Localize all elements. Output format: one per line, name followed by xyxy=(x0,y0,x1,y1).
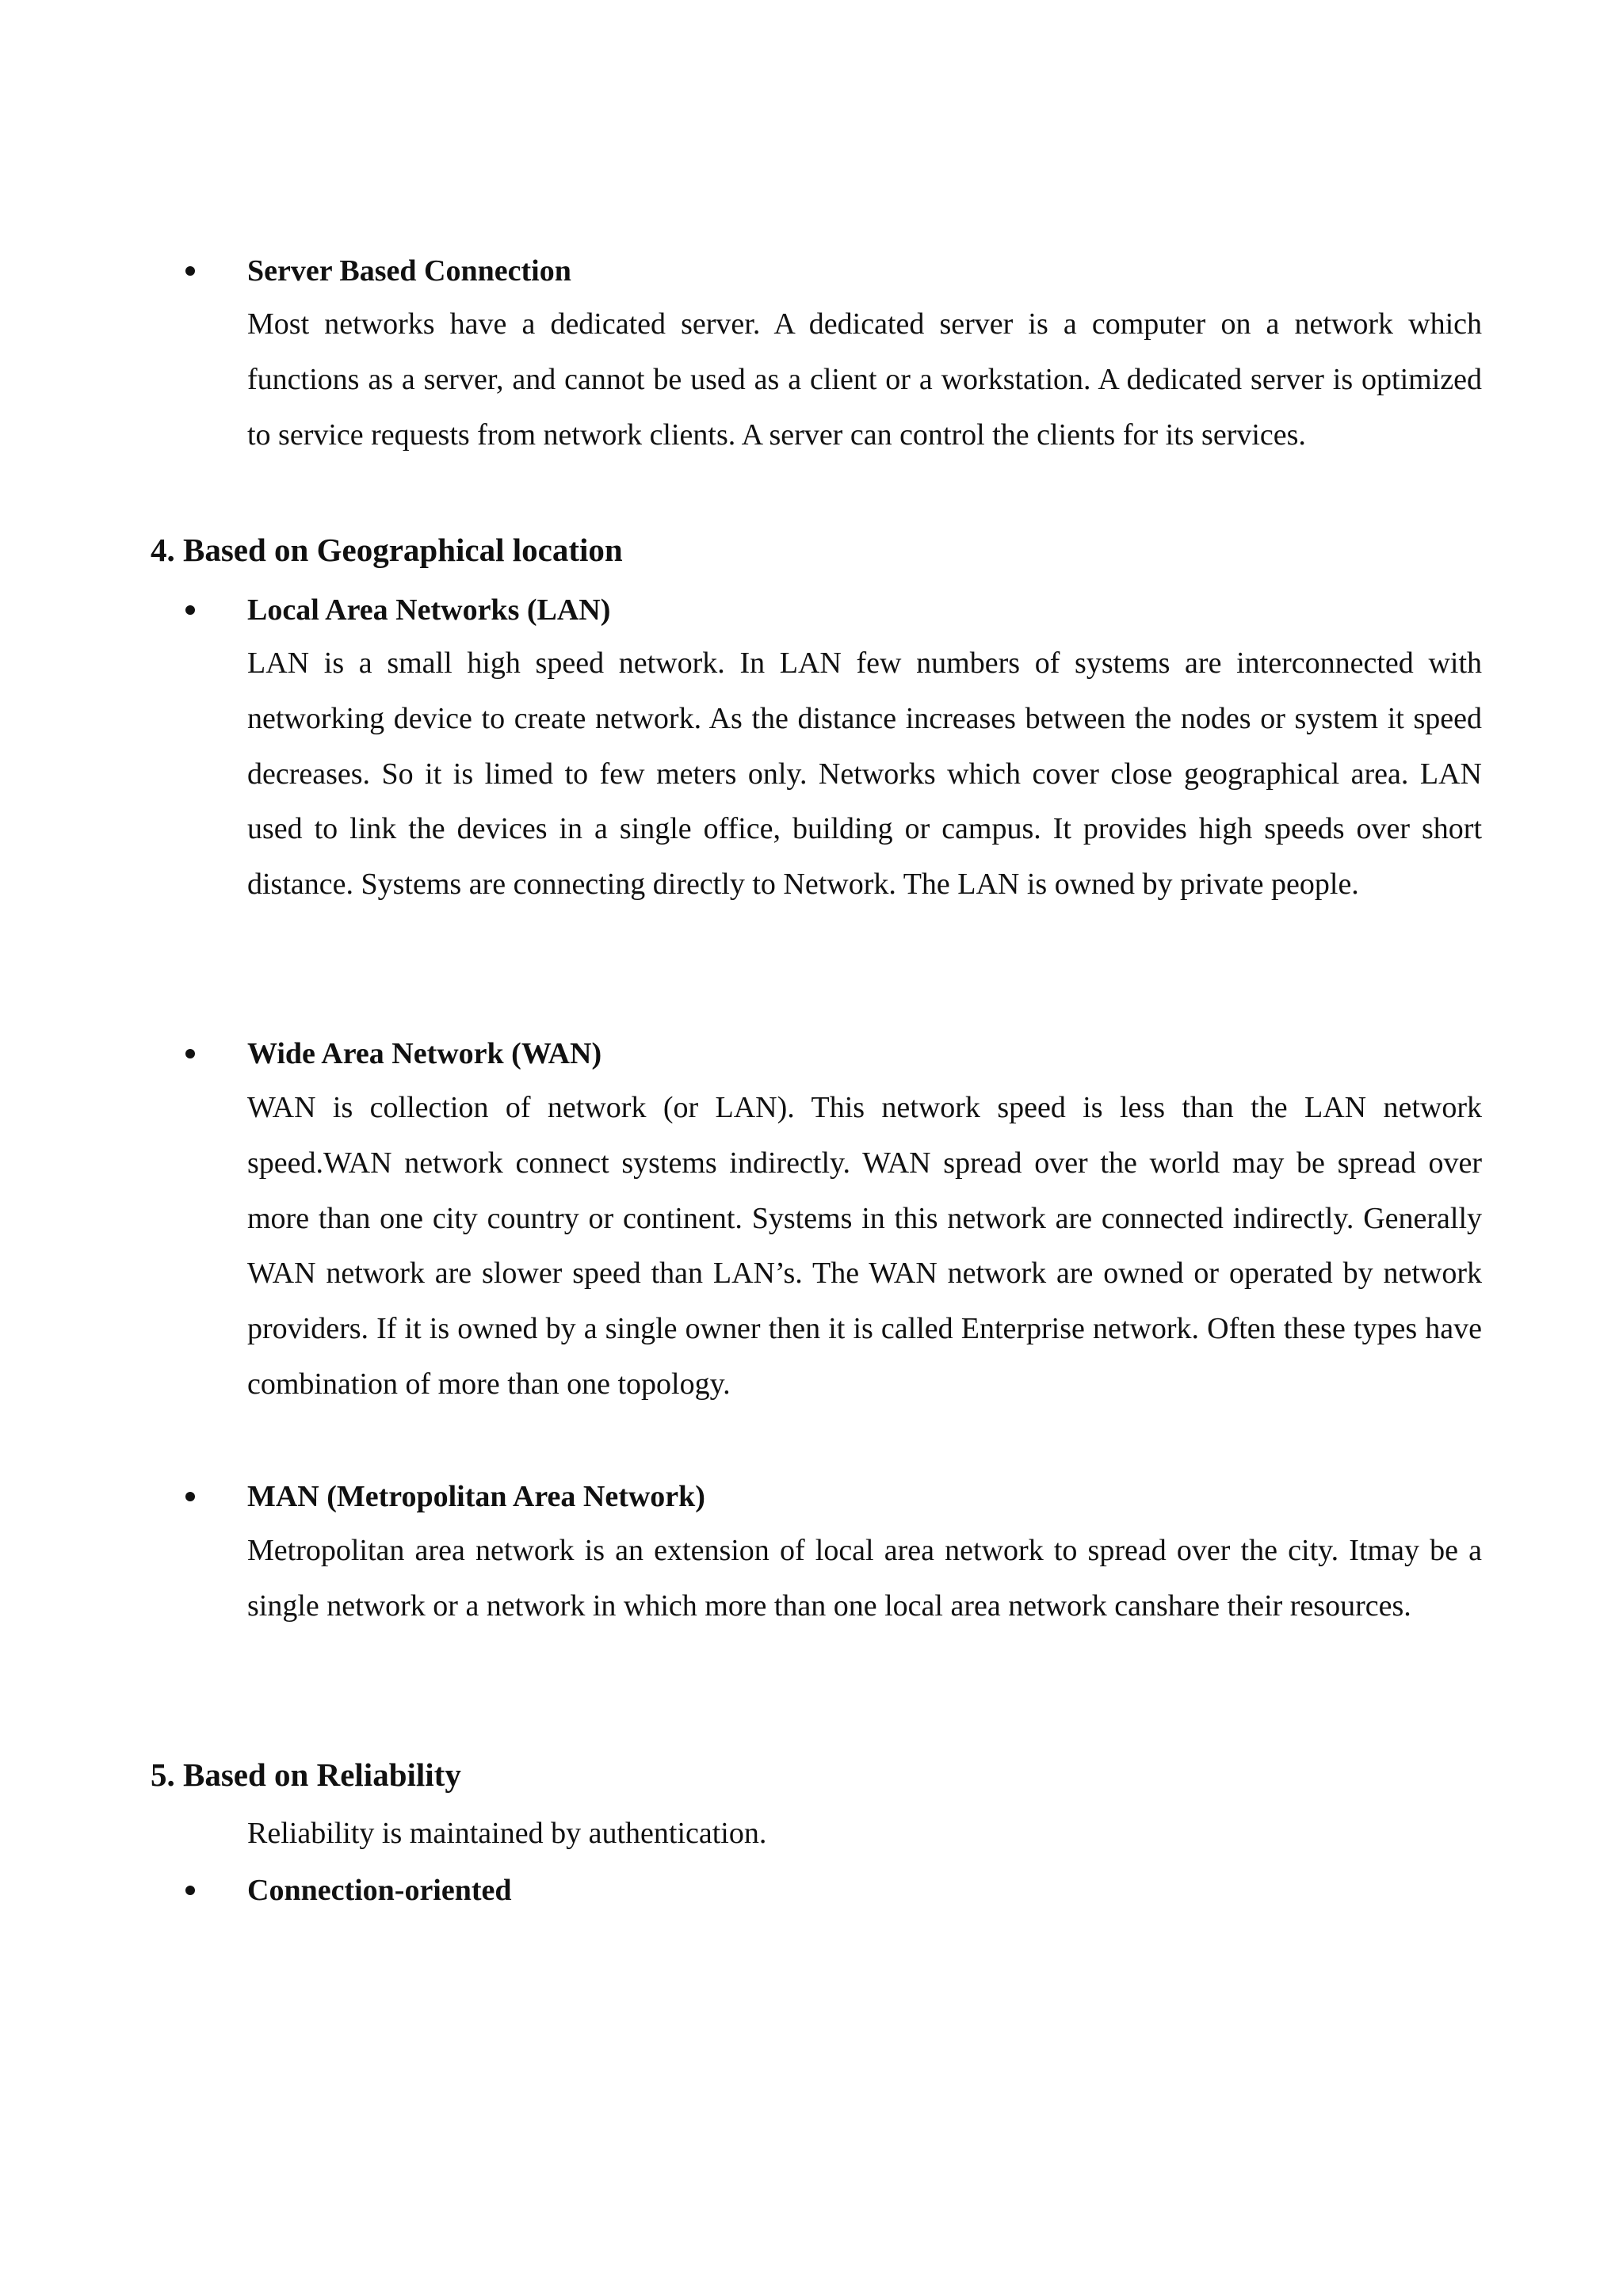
bullet-title: Connection-oriented xyxy=(247,1874,512,1907)
paragraph-man: Metropolitan area network is an extension of local area network to spread over the city. Itmay be a single network or a network in which more than one local area network canshare their resources. xyxy=(247,1534,1482,1623)
bullet-title: MAN (Metropolitan Area Network) xyxy=(247,1480,705,1513)
bullet-title: Server Based Connection xyxy=(247,254,571,288)
bullet-dot-icon xyxy=(185,605,195,615)
bullet-title: Wide Area Network (WAN) xyxy=(247,1037,602,1070)
bullet-dot-icon xyxy=(185,1049,195,1058)
reliability-text: Reliability is maintained by authentication. xyxy=(247,1817,767,1850)
paragraph-server-based: Most networks have a dedicated server. A dedicated server is a computer on a network which functions as a server, and cannot be used as a client or a workstation. A dedicated server is optimized to service requests from network clients. A server can control the clients for its services. xyxy=(247,307,1482,452)
section-heading-geographical: 4. Based on Geographical location xyxy=(151,532,623,568)
bullet-title: Local Area Networks (LAN) xyxy=(247,593,611,627)
bullet-dot-icon xyxy=(185,1492,195,1501)
paragraph-wan: WAN is collection of network (or LAN). This network speed is less than the LAN network speed.WAN network connect systems indirectly. WAN spread over the world may be spread over more than one city country or continent. Systems in this network are connected indirectly. Generally WAN network are slower speed than LAN’s. The WAN network are owned or operated by network providers. If it is owned by a single owner then it is called Enterprise network. Often these types have combination of more than one topology. xyxy=(247,1091,1482,1401)
section-heading-reliability: 5. Based on Reliability xyxy=(151,1756,461,1793)
bullet-dot-icon xyxy=(185,266,195,276)
paragraph-lan: LAN is a small high speed network. In LAN few numbers of systems are interconnected with networking device to create network. As the distance increases between the nodes or system it speed decreases. So it is limed to few meters only. Networks which cover close geographical area. LAN used to link the devices in a single office, building or campus. It provides high speeds over short distance. Systems are connecting directly to Network. The LAN is owned by private people. xyxy=(247,646,1482,902)
bullet-dot-icon xyxy=(185,1886,195,1895)
